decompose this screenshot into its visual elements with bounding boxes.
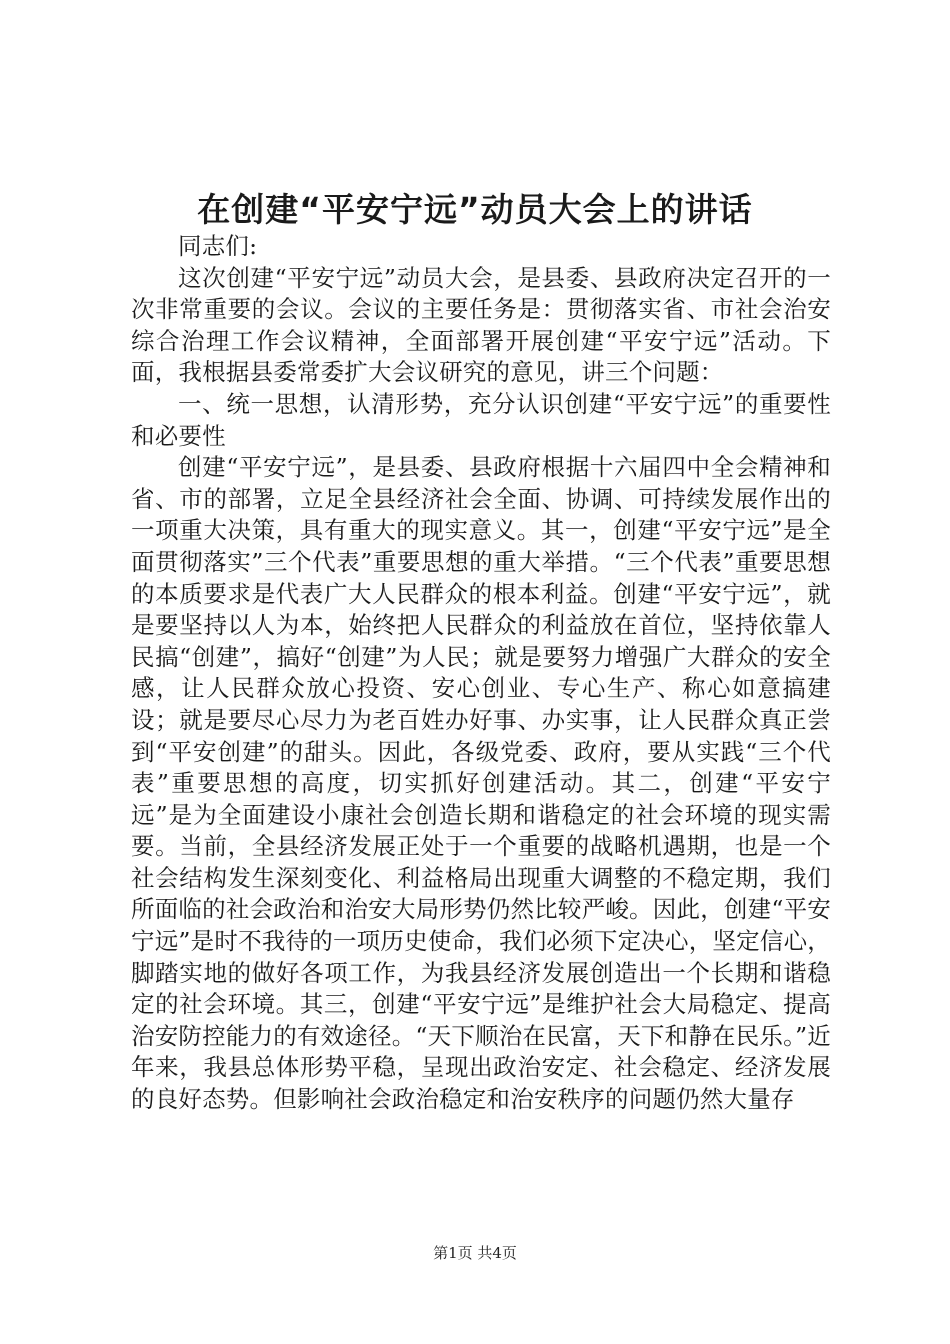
page-footer: 第1页 共4页 xyxy=(433,1244,517,1262)
section-heading-1: 一、统一思想，认清形势，充分认识创建“平安宁远”的重要性和必要性 xyxy=(131,389,831,450)
paragraph-intro: 这次创建“平安宁远”动员大会，是县委、县政府决定召开的一次非常重要的会议。会议的主要任务是：贯彻落实省、市社会治安综合治理工作会议精神，全面部署开展创建“平安宁远”活动。下面，我根据县委常委扩大会议研究的意见，讲三个问题： xyxy=(131,263,831,387)
document-title: 在创建“平安宁远”动员大会上的讲话 xyxy=(197,190,753,229)
document-body xyxy=(131,231,831,1116)
greeting: 同志们: xyxy=(178,232,258,260)
paragraph-body: 创建“平安宁远”，是县委、县政府根据十六届四中全会精神和省、市的部署，立足全县经济社会全面、协调、可持续发展作出的一项重大决策，具有重大的现实意义。其一，创建“平安宁远”是全面贯彻落实”三个代表”重要思想的重大举措。“三个代表”重要思想的本质要求是代表广大人民群众的根本利益。创建“平安宁远”，就是要坚持以人为本，始终把人民群众的利益放在首位，坚持依靠人民搞“创建”，搞好“创建”为人民；就是要努力增强广大群众的安全感，让人民群众放心投资、安心创业、专心生产、称心如意搞建设；就是要尽心尽力为老百姓办好事、办实事，让人民群众真正尝到“平安创建”的甜头。因此，各级党委、政府，要从实践“三个代表”重要思想的高度，切实抓好创建活动。其二，创建“平安宁远”是为全面建设小康社会创造长期和谐稳定的社会环境的现实需要。当前，全县经济发展正处于一个重要的战略机遇期，也是一个社会结构发生深刻变化、利益格局出现重大调整的不稳定期，我们所面临的社会政治和治安大局形势仍然比较严峻。因此，创建“平安宁远”是时不我待的一项历史使命，我们必须下定决心，坚定信心，脚踏实地的做好各项工作，为我县经济发展创造出一个长期和谐稳定的社会环境。其三，创建“平安宁远”是维护社会大局稳定、提高治安防控能力的有效途径。“天下顺治在民富，天下和静在民乐。”近年来，我县总体形势平稳，呈现出政治安定、社会稳定、经济发展的良好态势。但影响社会政治稳定和治安秩序的问题仍然大量存 xyxy=(131,453,831,1114)
